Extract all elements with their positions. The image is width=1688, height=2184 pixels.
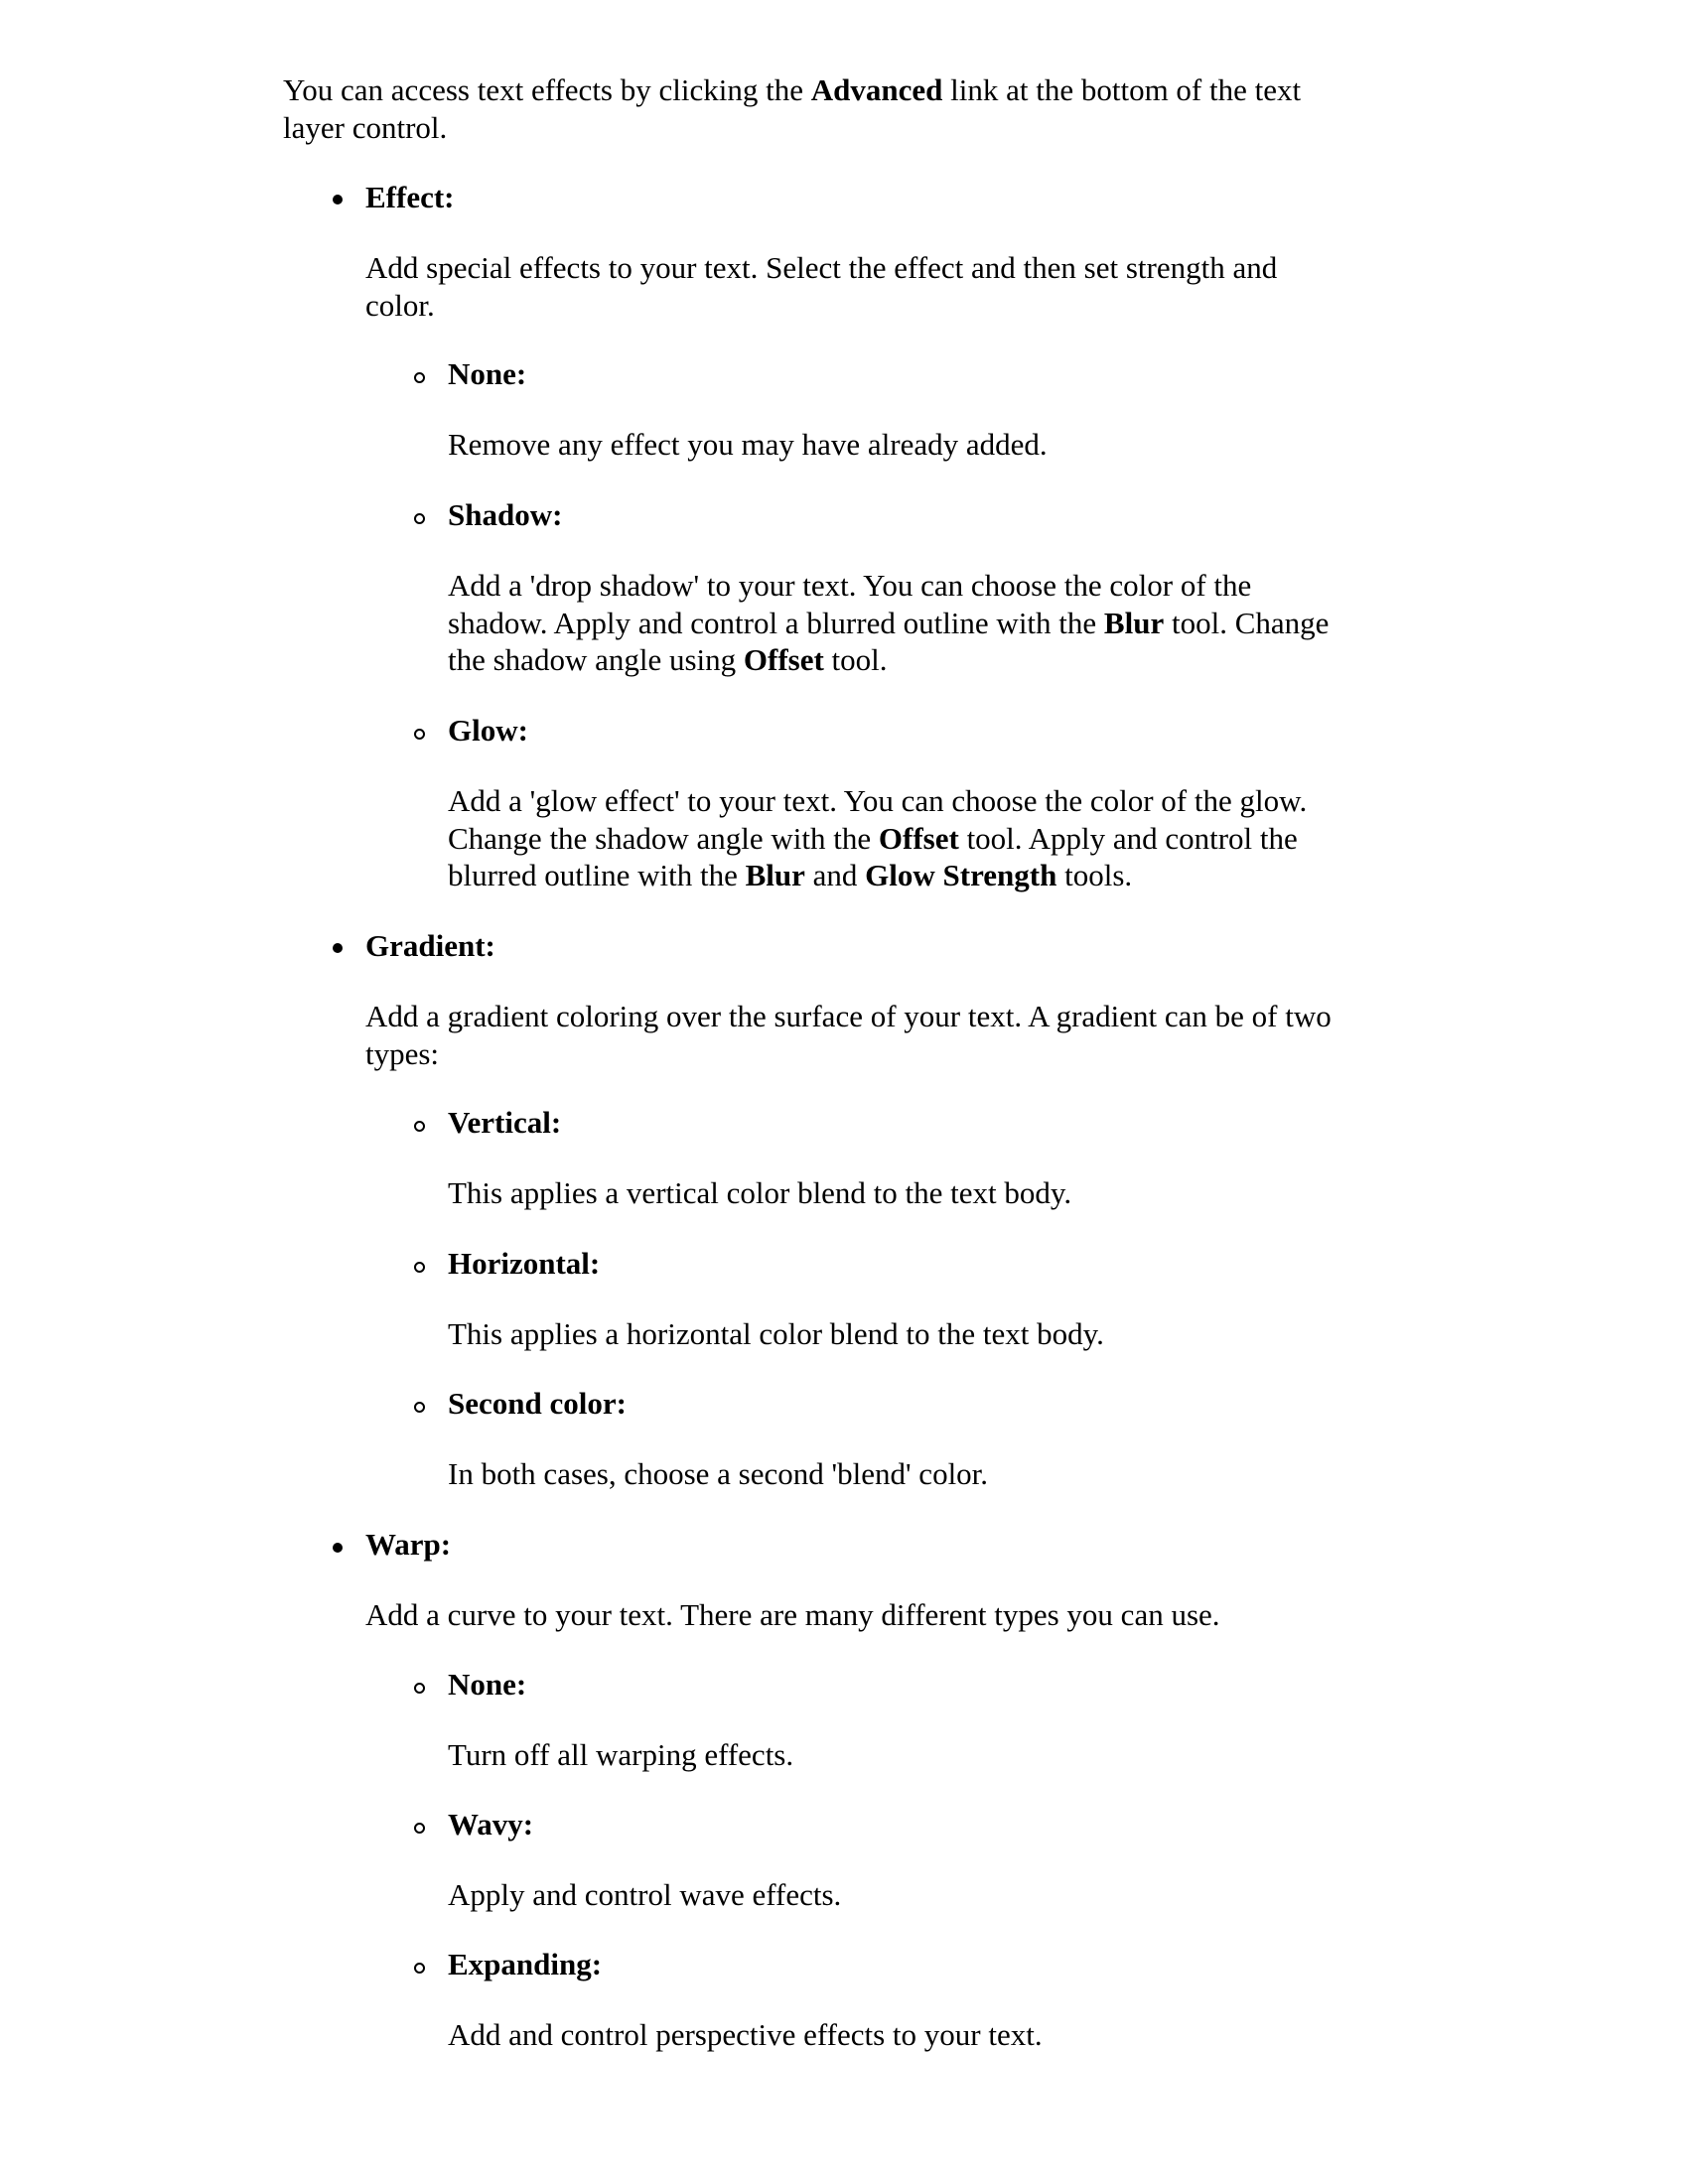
effect-shadow-heading-text: Shadow:	[448, 497, 563, 532]
effect-glow-description	[448, 782, 1307, 894]
gradient-vertical-heading-text: Vertical:	[448, 1105, 562, 1140]
bullet-dot-icon	[333, 1543, 343, 1553]
glow-desc-line-3	[448, 857, 1307, 894]
gradient-description	[365, 998, 1332, 1072]
shadow-desc-line-1: Add a 'drop shadow' to your text. You can choose the color of the	[448, 568, 1252, 603]
effect-desc-line-1: Add special effects to your text. Select the effect and then set strength and	[365, 250, 1278, 285]
intro-paragraph	[283, 71, 1301, 146]
glow-desc-line-2	[448, 820, 1307, 858]
shadow-text: shadow. Apply and control a blurred outline with the	[448, 605, 1104, 640]
warp-heading-text: Warp:	[365, 1527, 452, 1562]
shadow-desc-line-3	[448, 641, 1329, 679]
warp-none-heading-text: None:	[448, 1667, 527, 1702]
effect-none-heading	[448, 355, 526, 393]
effect-none-description: Remove any effect you may have already added.	[448, 427, 1048, 462]
gradient-heading	[365, 927, 495, 965]
effect-shadow-heading	[448, 496, 562, 534]
gradient-desc-line-2: types:	[365, 1035, 440, 1071]
effect-none-heading-text: None:	[448, 356, 527, 391]
bullet-circle-icon	[414, 1963, 425, 1974]
shadow-text: tool. Change	[1164, 605, 1330, 640]
glow-desc-line-1: Add a 'glow effect' to your text. You can choose the color of the glow.	[448, 783, 1308, 818]
gradient-vertical-heading	[448, 1104, 561, 1142]
warp-description: Add a curve to your text. There are many different types you can use.	[365, 1597, 1220, 1632]
warp-wavy-description: Apply and control wave effects.	[448, 1877, 842, 1912]
bullet-circle-icon	[414, 1121, 425, 1132]
shadow-text: tool.	[823, 642, 888, 677]
intro-line-1	[283, 71, 1301, 109]
bullet-circle-icon	[414, 1683, 425, 1694]
bullet-circle-icon	[414, 729, 425, 740]
effect-heading	[365, 179, 455, 216]
gradient-vertical-description: This applies a vertical color blend to the text body.	[448, 1175, 1072, 1210]
glow-text: and	[804, 858, 866, 892]
intro-text: You can access text effects by clicking the	[283, 72, 811, 107]
effect-description	[365, 249, 1277, 324]
warp-none-description: Turn off all warping effects.	[448, 1737, 794, 1772]
blur-tool-term: Blur	[745, 858, 805, 892]
warp-expanding-heading	[448, 1946, 602, 1983]
gradient-horizontal-heading	[448, 1245, 600, 1283]
glow-text: tools.	[1056, 858, 1133, 892]
shadow-desc-line-2	[448, 605, 1329, 642]
warp-none-heading	[448, 1666, 526, 1704]
warp-heading	[365, 1526, 451, 1564]
effect-glow-heading-text: Glow:	[448, 713, 528, 748]
gradient-heading-text: Gradient:	[365, 928, 495, 963]
effect-glow-heading	[448, 712, 528, 750]
glow-text: Change the shadow angle with the	[448, 820, 879, 856]
bullet-circle-icon	[414, 513, 425, 524]
gradient-second-color-heading-text: Second color:	[448, 1386, 627, 1421]
bullet-dot-icon	[333, 943, 343, 953]
effect-desc-line-2: color.	[365, 287, 435, 323]
gradient-second-color-description: In both cases, choose a second 'blend' color.	[448, 1456, 989, 1491]
gradient-second-color-heading	[448, 1385, 627, 1423]
intro-line-2: layer control.	[283, 109, 448, 145]
gradient-horizontal-description: This applies a horizontal color blend to the text body.	[448, 1316, 1104, 1351]
glow-strength-tool-term: Glow Strength	[865, 858, 1057, 892]
bullet-circle-icon	[414, 1402, 425, 1413]
offset-tool-term: Offset	[878, 820, 959, 856]
effect-shadow-description	[448, 567, 1329, 679]
warp-wavy-heading-text: Wavy:	[448, 1807, 534, 1842]
warp-expanding-description: Add and control perspective effects to your text.	[448, 2017, 1043, 2052]
bullet-dot-icon	[333, 195, 343, 205]
bullet-circle-icon	[414, 372, 425, 383]
blur-tool-term: Blur	[1103, 605, 1165, 640]
effect-heading-text: Effect:	[365, 180, 455, 214]
shadow-text: the shadow angle using	[448, 642, 744, 677]
bullet-circle-icon	[414, 1262, 425, 1273]
advanced-link-term: Advanced	[810, 72, 943, 107]
glow-text: blurred outline with the	[448, 858, 746, 892]
gradient-horizontal-heading-text: Horizontal:	[448, 1246, 601, 1281]
offset-tool-term: Offset	[743, 642, 824, 677]
warp-expanding-heading-text: Expanding:	[448, 1947, 603, 1981]
warp-wavy-heading	[448, 1806, 533, 1843]
bullet-circle-icon	[414, 1823, 425, 1834]
gradient-desc-line-1: Add a gradient coloring over the surface of your text. A gradient can be of two	[365, 999, 1332, 1033]
glow-text: tool. Apply and control the	[958, 820, 1298, 856]
intro-text: link at the bottom of the text	[942, 72, 1302, 107]
